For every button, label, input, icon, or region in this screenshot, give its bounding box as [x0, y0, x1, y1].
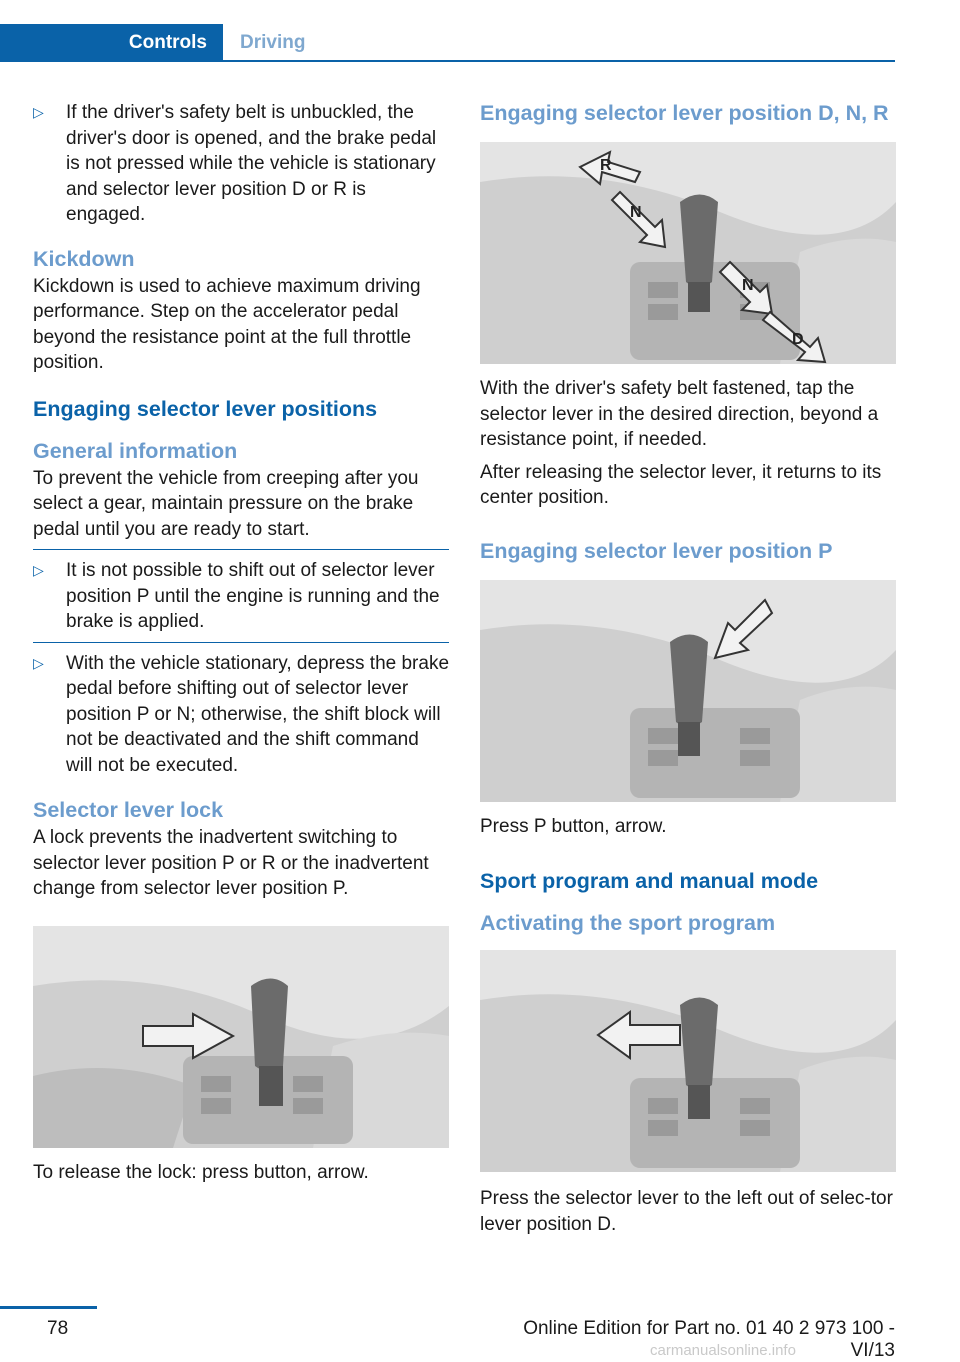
- activating-sport-heading: Activating the sport program: [480, 911, 776, 935]
- triangle-bullet-icon: ▷: [33, 562, 44, 578]
- left-column: [33, 100, 449, 1192]
- sport-program-text: Press the selector lever to the left out of selec‐tor lever position D.: [480, 1188, 893, 1235]
- dnr-text-2: After releasing the selector lever, it returns to its center position.: [480, 461, 882, 508]
- sport-manual-heading: Sport program and manual mode: [480, 869, 819, 893]
- selector-lock-heading: Selector lever lock: [33, 798, 224, 822]
- dnr-text-1: With the driver's safety belt fastened, tap the selector lever in the desired direction, beyond a resistance point, if needed.: [480, 378, 879, 450]
- label-n-top: N: [630, 204, 642, 221]
- triangle-bullet-icon: ▷: [33, 654, 44, 671]
- general-info-heading: General information: [33, 438, 238, 463]
- gear-lever-dnr-illustration: [480, 142, 896, 364]
- bullet-text: If the driver's safety belt is unbuckled, the driver's door is opened, and the brake pedal is not pressed while the vehicle is stationary and selector lever position D or R is engaged.: [66, 102, 437, 225]
- edition-text: Online Edition for Part no. 01 40 2 973 100 - VI/13: [523, 1318, 895, 1361]
- dnr-figure: [480, 142, 896, 364]
- bullet-text: With the vehicle stationary, depress the brake pedal before shifting out of selector lever position P or N; otherwise, the shift block will not be deactivated and the shift command will not be executed.: [66, 652, 450, 776]
- kickdown-text: Kickdown is used to achieve maximum driving performance. Step on the accelerator pedal beyond the resistance point at the full throttle position.: [33, 275, 421, 373]
- tab-driving[interactable]: Driving: [240, 31, 306, 53]
- bullet-item: [33, 651, 449, 779]
- header-rule: [0, 60, 895, 62]
- divider: [33, 642, 449, 643]
- dnr-heading: Engaging selector lever position D, N, R: [480, 101, 889, 125]
- watermark: carmanualsonline.info: [650, 1342, 796, 1359]
- gear-lever-p-button-illustration: [480, 580, 896, 802]
- position-p-heading: Engaging selector lever position P: [480, 538, 833, 563]
- sport-program-figure: [480, 950, 896, 1172]
- bullet-item: [33, 100, 449, 228]
- general-info-text: To prevent the vehicle from creeping after you select a gear, maintain pressure on the brake pedal until you are ready to start.: [33, 467, 419, 540]
- position-p-figure: [480, 580, 896, 802]
- page-number: 78: [47, 1318, 69, 1339]
- position-p-text: Press P button, arrow.: [480, 815, 667, 837]
- divider: [33, 549, 449, 550]
- engaging-heading: Engaging selector lever positions: [33, 396, 378, 421]
- bullet-item: [33, 558, 449, 635]
- bullet-text: It is not possible to shift out of selector lever position P until the engine is running and the brake is applied.: [66, 560, 440, 632]
- label-r: R: [600, 157, 612, 174]
- tab-controls[interactable]: Controls: [0, 24, 223, 61]
- label-d: D: [792, 331, 804, 348]
- lock-release-figure: [33, 926, 449, 1148]
- label-n-bottom: N: [742, 277, 754, 294]
- page-header: [0, 24, 895, 62]
- gear-lever-lock-illustration: [33, 926, 449, 1148]
- gear-lever-sport-illustration: [480, 950, 896, 1172]
- release-lock-caption: To release the lock: press button, arrow.: [33, 1161, 369, 1183]
- triangle-bullet-icon: ▷: [33, 104, 44, 120]
- footer-rule: [0, 1306, 97, 1309]
- kickdown-heading: Kickdown: [33, 246, 135, 271]
- right-column: [480, 100, 896, 1244]
- selector-lock-text: A lock prevents the inadvertent switching to selector lever position P or R or the inadvertent change from selector lever position P.: [33, 827, 429, 899]
